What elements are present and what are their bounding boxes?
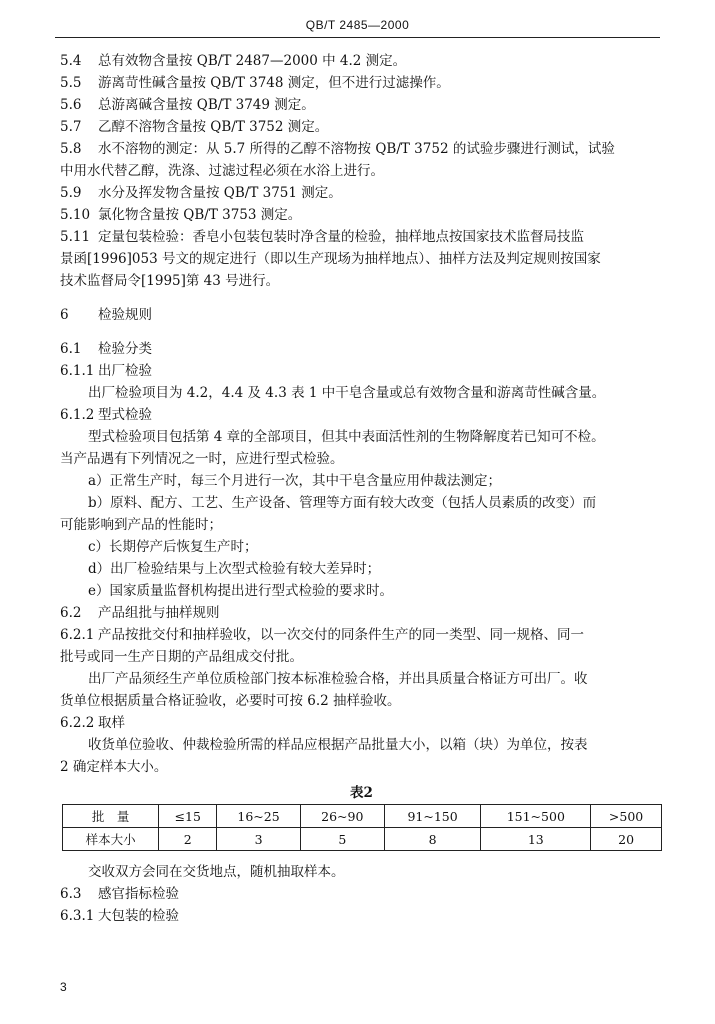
line-text: a）正常生产时，每三个月进行一次，其中干皂含量应用仲裁法测定；: [88, 473, 502, 489]
text-lines-after-table: [60, 861, 663, 927]
table-cell: 26~90: [300, 805, 384, 828]
line-text: 批号或同一生产日期的产品组成交付批。: [60, 649, 303, 665]
document-body: [60, 50, 663, 927]
text-line: [60, 470, 663, 492]
section-number: 5.10: [60, 207, 91, 223]
table-cell: ≤15: [159, 805, 217, 828]
line-text: 乙醇不溶物含量按 QB/T 3752 测定。: [98, 119, 329, 135]
line-text: 产品按批交付和抽样验收，以一次交付的同条件生产的同一类型、同一规格、同一: [98, 627, 584, 643]
text-line: [60, 668, 663, 690]
line-text: 水分及挥发物含量按 QB/T 3751 测定。: [98, 185, 342, 201]
section-number: 5.9: [60, 185, 82, 201]
text-line: [60, 448, 663, 470]
text-line: [60, 426, 663, 448]
line-text: 感官指标检验: [98, 886, 179, 902]
line-text: 货单位根据质量合格证验收，必要时可按 6.2 抽样验收。: [60, 693, 401, 709]
line-text: 出厂产品须经生产单位质检部门按本标准检验合格，并出具质量合格证方可出厂。收: [88, 671, 588, 687]
text-line: [60, 492, 663, 514]
line-text: 游离苛性碱含量按 QB/T 3748 测定，但不进行过滤操作。: [98, 75, 450, 91]
section-number: 6.2.2: [60, 715, 95, 731]
text-line: [60, 558, 663, 580]
line-text: 2 确定样本大小。: [60, 759, 168, 775]
text-line: [60, 248, 663, 270]
table-cell: >500: [591, 805, 662, 828]
text-line: [60, 756, 663, 778]
line-text: e）国家质量监督机构提出进行型式检验的要求时。: [88, 583, 393, 599]
line-text: 中用水代替乙醇，洗涤、过滤过程必须在水浴上进行。: [60, 163, 384, 179]
text-line: [60, 72, 663, 94]
line-text: 水不溶物的测定：从 5.7 所得的乙醇不溶物按 QB/T 3752 的试验步骤进行测试，试验: [98, 141, 615, 157]
text-line: [60, 646, 663, 668]
line-text: 总有效物含量按 QB/T 2487—2000 中 4.2 测定。: [98, 53, 407, 69]
text-line: [60, 94, 663, 116]
section-number: 6.1.2: [60, 407, 95, 423]
text-line: [60, 338, 663, 360]
text-line: [60, 204, 663, 226]
standard-code-header: QB/T 2485—2000: [305, 18, 410, 32]
text-line: [60, 536, 663, 558]
table-row: [63, 805, 662, 828]
line-text: 出厂检验: [98, 363, 152, 379]
section-number: 6.3.1: [60, 908, 95, 924]
text-line: [60, 304, 663, 326]
table-cell: 2: [159, 828, 217, 851]
table-cell: 151~500: [481, 805, 591, 828]
line-text: 总游离碱含量按 QB/T 3749 测定。: [98, 97, 315, 113]
spacer: [60, 326, 663, 338]
section-number: 5.8: [60, 141, 82, 157]
text-line: [60, 138, 663, 160]
line-text: 定量包装检验：香皂小包装包装时净含量的检验，抽样地点按国家技术监督局技监: [98, 229, 584, 245]
section-number: 6.3: [60, 886, 82, 902]
text-line: [60, 270, 663, 292]
line-text: 检验规则: [98, 307, 152, 323]
table-row: [63, 828, 662, 851]
section-number: 6.2: [60, 605, 82, 621]
table-row-label: 样本大小: [63, 828, 159, 851]
line-text: 技术监督局令[1995]第 43 号进行。: [60, 273, 280, 289]
table-cell: 3: [217, 828, 301, 851]
spacer: [60, 292, 663, 304]
text-line: [60, 861, 663, 883]
section-number: 5.4: [60, 53, 82, 69]
sample-size-table: [62, 804, 662, 851]
page-number: 3: [60, 980, 67, 994]
table-cell: 16~25: [217, 805, 301, 828]
text-line: [60, 226, 663, 248]
text-line: [60, 182, 663, 204]
line-text: 产品组批与抽样规则: [98, 605, 220, 621]
line-text: 可能影响到产品的性能时；: [60, 517, 222, 533]
text-line: [60, 883, 663, 905]
section-number: 6.1: [60, 341, 82, 357]
text-line: [60, 905, 663, 927]
table-cell: 91~150: [384, 805, 481, 828]
table-cell: 13: [481, 828, 591, 851]
line-text: 出厂检验项目为 4.2，4.4 及 4.3 表 1 中干皂含量或总有效物含量和游离苛性碱含量。: [88, 385, 606, 401]
line-text: 交收双方会同在交货地点，随机抽取样本。: [88, 864, 345, 880]
line-text: 检验分类: [98, 341, 152, 357]
text-line: [60, 404, 663, 426]
table-cell: 5: [300, 828, 384, 851]
text-line: [60, 382, 663, 404]
line-text: b）原料、配方、工艺、生产设备、管理等方面有较大改变（包括人员素质的改变）而: [88, 495, 597, 511]
line-text: 型式检验项目包括第 4 章的全部项目，但其中表面活性剂的生物降解度若已知可不检。: [88, 429, 605, 445]
header-rule: [55, 37, 660, 38]
section-number: 5.6: [60, 97, 82, 113]
text-line: [60, 116, 663, 138]
text-lines: [60, 50, 663, 778]
line-text: 取样: [98, 715, 125, 731]
text-line: [60, 50, 663, 72]
line-text: 型式检验: [98, 407, 152, 423]
section-number: 5.7: [60, 119, 82, 135]
table-row-label: 批 量: [63, 805, 159, 828]
section-number: 6.2.1: [60, 627, 95, 643]
section-number: 6: [60, 307, 69, 323]
line-text: 收货单位验收、仲裁检验所需的样品应根据产品批量大小，以箱（块）为单位，按表: [88, 737, 588, 753]
text-line: [60, 602, 663, 624]
text-line: [60, 360, 663, 382]
text-line: [60, 580, 663, 602]
line-text: d）出厂检验结果与上次型式检验有较大差异时；: [88, 561, 381, 577]
line-text: 景函[1996]053 号文的规定进行（即以生产现场为抽样地点）、抽样方法及判定规则按国家: [60, 251, 601, 267]
text-line: [60, 712, 663, 734]
line-text: c）长期停产后恢复生产时；: [88, 539, 258, 555]
text-line: [60, 514, 663, 536]
line-text: 当产品遇有下列情况之一时，应进行型式检验。: [60, 451, 344, 467]
section-number: 5.5: [60, 75, 82, 91]
section-number: 6.1.1: [60, 363, 95, 379]
table-cell: 8: [384, 828, 481, 851]
line-text: 氯化物含量按 QB/T 3753 测定。: [98, 207, 302, 223]
table-caption: 表2: [350, 785, 373, 801]
text-line: [60, 690, 663, 712]
text-line: [60, 624, 663, 646]
line-text: 大包装的检验: [98, 908, 179, 924]
section-number: 5.11: [60, 229, 91, 245]
text-line: [60, 160, 663, 182]
text-line: [60, 734, 663, 756]
table-cell: 20: [591, 828, 662, 851]
